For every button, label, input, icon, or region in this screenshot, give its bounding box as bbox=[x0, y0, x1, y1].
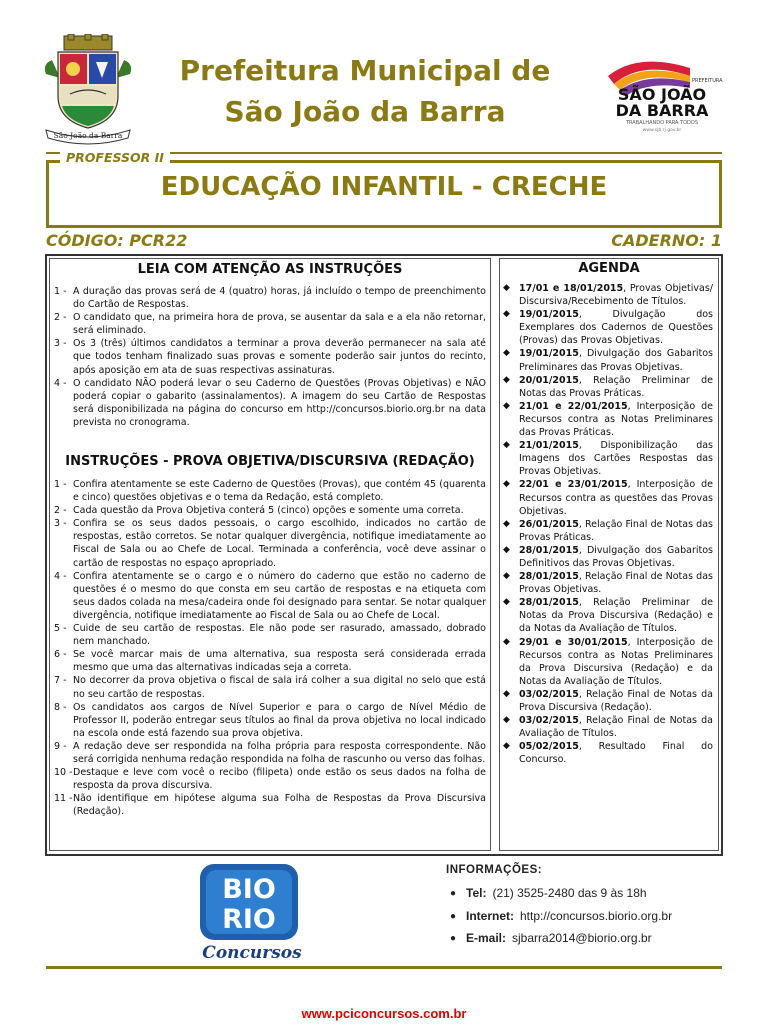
agenda-item bbox=[503, 374, 713, 400]
agenda-list bbox=[503, 282, 713, 766]
bullet-icon: ◆ bbox=[503, 374, 510, 385]
logo-small-text: PREFEITURA bbox=[692, 78, 723, 84]
item-number: 1 - bbox=[54, 286, 67, 297]
logo-line-1: SÃO JOÃO bbox=[617, 85, 707, 104]
bio-logo-sub: Concursos bbox=[202, 943, 302, 962]
agenda-text: , Relação Final de Notas da Prova Discursiva (Redação). bbox=[519, 688, 713, 713]
item-text: A duração das provas será de 4 (quatro) horas, já incluído o tempo de preenchimento do Cartão de Respostas. bbox=[73, 286, 486, 311]
agenda-item bbox=[503, 714, 713, 740]
bullet-icon: ◆ bbox=[503, 400, 510, 411]
agenda-item bbox=[503, 544, 713, 570]
site-link[interactable]: www.pciconcursos.com.br bbox=[301, 1006, 467, 1021]
website-link[interactable]: http://concursos.biorio.org.br bbox=[520, 909, 673, 923]
bullet-icon: ◆ bbox=[503, 597, 510, 608]
agenda-date: 21/01 e 22/01/2015 bbox=[519, 400, 628, 412]
item-number: 5 - bbox=[54, 623, 67, 635]
title-line-1: Prefeitura Municipal de bbox=[179, 54, 551, 87]
agenda-item bbox=[503, 518, 713, 544]
agenda-date: 20/01/2015 bbox=[519, 374, 579, 386]
agenda-item bbox=[503, 439, 713, 478]
phone-value: (21) 3525-2480 das 9 às 18h bbox=[492, 886, 647, 900]
agenda-item bbox=[503, 688, 713, 714]
instrucoes-item bbox=[54, 478, 486, 504]
instrucoes-item bbox=[54, 792, 486, 818]
instrucoes-item bbox=[54, 570, 486, 622]
item-number: 1 - bbox=[54, 479, 67, 490]
agenda-item bbox=[503, 636, 713, 688]
agenda-text: , Interposição de Recursos contra as Notas Preliminares da Prova Discursiva (Redação) e da Notas da Avaliação de Títulos. bbox=[519, 636, 713, 687]
item-number: 2 - bbox=[54, 505, 67, 517]
leia-item bbox=[54, 377, 486, 429]
item-text: Se você marcar mais de uma alternativa, sua resposta será considerada errada mesmo que uma das alternativas indicadas seja a correta. bbox=[73, 649, 486, 674]
bullet-icon: ◆ bbox=[503, 544, 510, 555]
leia-list bbox=[54, 285, 486, 429]
logo-url: www.sjb.rj.gov.br bbox=[642, 128, 682, 133]
instrucoes-item bbox=[54, 701, 486, 740]
info-website bbox=[450, 909, 672, 923]
instrucoes-item bbox=[54, 766, 486, 792]
email-label: E-mail: bbox=[466, 931, 507, 945]
agenda-date: 19/01/2015 bbox=[519, 309, 579, 321]
item-number: 11 - bbox=[54, 793, 73, 805]
role-title: EDUCAÇÃO INFANTIL - CRECHE bbox=[160, 172, 608, 202]
item-text: Confira atentamente se este Caderno de Questões (Provas), que contém 45 (quarenta e cinco) questões objetivas e o tema da Redação, está completo. bbox=[73, 479, 486, 504]
website-label: Internet: bbox=[466, 909, 514, 923]
agenda-text: , Resultado Final do Concurso. bbox=[519, 741, 713, 766]
instrucoes-item bbox=[54, 517, 486, 569]
agenda-item bbox=[503, 570, 713, 596]
bullet-icon: ◆ bbox=[503, 440, 510, 451]
instrucoes-heading: INSTRUÇÕES - PROVA OBJETIVA/DISCURSIVA (REDAÇÃO) bbox=[65, 454, 475, 469]
bullet-icon: ◆ bbox=[503, 571, 510, 582]
agenda-item bbox=[503, 400, 713, 439]
item-text: O candidato que, na primeira hora de prova, se ausentar da sala e a ela não retornar, será eliminado. bbox=[73, 312, 486, 337]
bullet-icon: ◆ bbox=[503, 636, 510, 647]
biorio-concursos-logo bbox=[196, 862, 314, 962]
logo-tagline: TRABALHANDO PARA TODOS bbox=[625, 120, 699, 126]
exam-code: CÓDIGO: PCR22 bbox=[46, 231, 188, 250]
agenda-date: 03/02/2015 bbox=[519, 715, 579, 727]
agenda-date: 28/01/2015 bbox=[519, 544, 579, 556]
agenda-date: 21/01/2015 bbox=[519, 440, 579, 452]
instrucoes-item bbox=[54, 674, 486, 700]
bio-logo-line-1: BIO bbox=[222, 874, 276, 905]
footer-rule bbox=[46, 966, 722, 969]
agenda-text: , Relação Preliminar de Notas das Provas Práticas. bbox=[519, 374, 713, 399]
agenda-text: , Provas Objetivas/ Discursiva/Recebimento de Títulos. bbox=[519, 283, 713, 308]
item-text: O candidato NÃO poderá levar o seu Caderno de Questões (Provas Objetivas) e NÃO poderá copiar o gabarito (assinalamentos). A imagem do seu Cartão de Respostas será disponibilizada na página do concurso em http://concursos.biorio.org.br na data prevista no cronograma. bbox=[73, 377, 486, 428]
agenda-item bbox=[503, 308, 713, 347]
agenda-text: , Relação Final de Notas das Provas Práticas. bbox=[519, 518, 713, 543]
item-text: Não identifique em hipótese alguma sua Folha de Respostas da Prova Discursiva (Redação). bbox=[73, 793, 486, 818]
agenda-text: , Divulgação dos Gabaritos Preliminares das Provas Objetivas. bbox=[519, 348, 713, 373]
crest-caption: São João da Barra bbox=[53, 131, 123, 140]
agenda-date: 05/02/2015 bbox=[519, 741, 579, 753]
agenda-item bbox=[503, 740, 713, 766]
item-text: Cuide de seu cartão de respostas. Ele não pode ser rasurado, amassado, dobrado nem manchado. bbox=[73, 623, 486, 648]
agenda-text: , Relação Preliminar de Notas da Prova Discursiva (Redação) e da Notas da Avaliação de Títulos. bbox=[519, 597, 713, 635]
agenda-text: , Relação Final de Notas das Provas Objetivas. bbox=[519, 571, 713, 596]
item-number: 3 - bbox=[54, 338, 67, 350]
agenda-date: 26/01/2015 bbox=[519, 518, 579, 530]
sao-joao-da-barra-logo bbox=[598, 54, 724, 134]
item-number: 7 - bbox=[54, 675, 67, 687]
instrucoes-item bbox=[54, 648, 486, 674]
bio-logo-line-2: RIO bbox=[222, 904, 276, 935]
agenda-item bbox=[503, 347, 713, 373]
bullet-icon: ◆ bbox=[503, 309, 510, 320]
logo-line-2: DA BARRA bbox=[615, 101, 709, 120]
info-phone bbox=[450, 886, 647, 900]
item-text: Os 3 (três) últimos candidatos a terminar a prova deverão permanecer na sala até que todos tenham finalizado suas provas e somente poderão sair juntos do recinto, após aposição em ata de suas respectivas assinaturas. bbox=[73, 338, 486, 376]
item-number: 6 - bbox=[54, 649, 67, 661]
bullet-icon: ◆ bbox=[503, 741, 510, 752]
role-label: PROFESSOR II bbox=[60, 150, 170, 165]
bullet-icon: ● bbox=[450, 887, 457, 899]
item-text: Os candidatos aos cargos de Nível Superior e para o cargo de Nível Médio de Professor II, poderão entregar seus títulos ao final da prova objetiva no local indicado na escola onde está fazendo sua prova objetiva. bbox=[73, 701, 486, 739]
item-text: Destaque e leve com você o recibo (filipeta) onde estão os seus dados na folha de resposta da prova discursiva. bbox=[73, 767, 486, 792]
booklet-number: CADERNO: 1 bbox=[611, 231, 722, 250]
item-number: 2 - bbox=[54, 312, 67, 324]
agenda-text: , Divulgação dos Exemplares dos Cadernos de Questões (Provas) das Provas Objetivas. bbox=[519, 309, 713, 347]
instrucoes-item bbox=[54, 740, 486, 766]
instrucoes-item bbox=[54, 504, 486, 517]
bullet-icon: ◆ bbox=[503, 715, 510, 726]
bullet-icon: ◆ bbox=[503, 479, 510, 490]
leia-heading: LEIA COM ATENÇÃO AS INSTRUÇÕES bbox=[137, 262, 403, 277]
leia-item bbox=[54, 285, 486, 311]
agenda-text: , Interposição de Recursos contra as Notas Preliminares das Provas Práticas. bbox=[519, 400, 713, 439]
info-heading: INFORMAÇÕES: bbox=[446, 864, 543, 876]
agenda-date: 28/01/2015 bbox=[519, 571, 579, 583]
leia-item bbox=[54, 337, 486, 376]
item-number: 4 - bbox=[54, 570, 67, 582]
municipal-crest-logo bbox=[40, 34, 136, 146]
bullet-icon: ◆ bbox=[503, 283, 510, 293]
bullet-icon: ◆ bbox=[503, 348, 510, 359]
item-number: 9 - bbox=[54, 740, 67, 752]
item-number: 8 - bbox=[54, 701, 67, 713]
agenda-text: , Disponibilização das Imagens dos Cartões Respostas das Provas Objetivas. bbox=[519, 440, 713, 478]
instrucoes-list bbox=[54, 478, 486, 818]
leia-item bbox=[54, 311, 486, 337]
agenda-date: 29/01 e 30/01/2015 bbox=[519, 636, 628, 648]
item-text: A redação deve ser respondida na folha própria para resposta correspondente. Não será corrigida nenhuma redação respondida na folha de rascunho ou verso das folhas. bbox=[73, 740, 486, 765]
agenda-item bbox=[503, 596, 713, 635]
agenda-item bbox=[503, 282, 713, 308]
phone-label: Tel: bbox=[466, 886, 487, 900]
item-text: No decorrer da prova objetiva o fiscal de sala irá colher a sua digital no selo que está no seu cartão de respostas. bbox=[73, 675, 486, 700]
agenda-text: , Divulgação dos Gabaritos Definitivos das Provas Objetivas. bbox=[519, 544, 713, 569]
agenda-date: 03/02/2015 bbox=[519, 688, 579, 700]
email-link[interactable]: sjbarra2014@biorio.org.br bbox=[512, 931, 652, 945]
bullet-icon: ◆ bbox=[503, 688, 510, 699]
agenda-date: 19/01/2015 bbox=[519, 348, 579, 360]
agenda-date: 22/01 e 23/01/2015 bbox=[519, 479, 628, 491]
agenda-text: , Relação Final de Notas da Avaliação de Títulos. bbox=[519, 715, 713, 740]
bullet-icon: ◆ bbox=[503, 518, 510, 529]
page-title bbox=[150, 50, 580, 132]
item-number: 4 - bbox=[54, 377, 67, 389]
agenda-date: 17/01 e 18/01/2015 bbox=[519, 283, 624, 294]
title-line-2: São João da Barra bbox=[224, 95, 506, 128]
agenda-date: 28/01/2015 bbox=[519, 597, 579, 609]
agenda-text: , Interposição de Recursos contra as questões das Provas Objetivas. bbox=[519, 479, 713, 517]
instrucoes-item bbox=[54, 622, 486, 648]
item-number: 10 - bbox=[54, 767, 73, 779]
item-number: 3 - bbox=[54, 518, 67, 530]
bullet-icon: ● bbox=[450, 910, 457, 922]
bullet-icon: ● bbox=[450, 932, 457, 944]
item-text: Confira se os seus dados pessoais, o cargo escolhido, indicados no cartão de respostas, estão corretos. Se notar qualquer divergência, notifique imediatamente ao Fiscal de Sala ou ao Chefe de Local. Terminada a conferência, você deve assinar o cartão de respostas no espaço apropriado. bbox=[73, 518, 486, 569]
item-text: Confira atentamente se o cargo e o número do caderno que estão no caderno de questões é o mesmo do que consta em seu cartão de respostas e na etiqueta com seus dados colada na mesa/cadeira onde foi designado para sentar. Se notar qualquer divergência, notifique imediatamente ao Fiscal de Sala ou ao Chefe de Local. bbox=[73, 570, 486, 621]
item-text: Cada questão da Prova Objetiva conterá 5 (cinco) opções e somente uma correta. bbox=[73, 505, 464, 517]
agenda-item bbox=[503, 478, 713, 517]
agenda-heading: AGENDA bbox=[578, 261, 640, 276]
info-email bbox=[450, 931, 652, 945]
